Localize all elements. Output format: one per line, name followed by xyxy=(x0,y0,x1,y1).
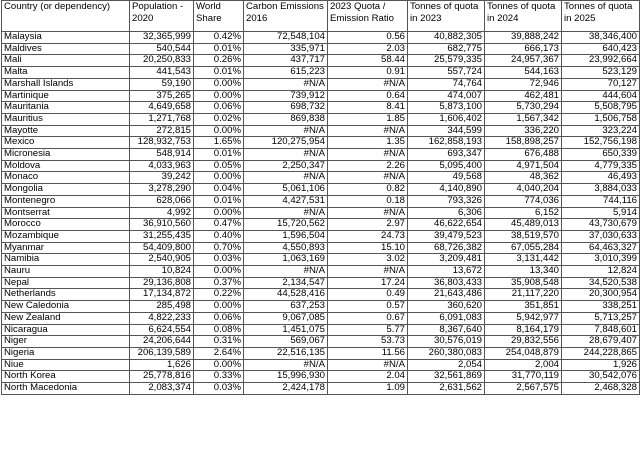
col-header-quota-2023[interactable]: Tonnes of quota in 2023 xyxy=(408,1,485,32)
cell-population[interactable]: 31,255,435 xyxy=(130,230,194,242)
cell-quota-2023[interactable]: 3,209,481 xyxy=(408,254,485,266)
col-header-population[interactable]: Population - 2020 xyxy=(130,1,194,32)
cell-quota-2024[interactable]: 462,481 xyxy=(485,90,562,102)
cell-quota-2024[interactable]: 6,152 xyxy=(485,207,562,219)
cell-quota-ratio[interactable]: #N/A xyxy=(328,359,408,371)
cell-world-share[interactable]: 0.01% xyxy=(194,149,244,161)
cell-carbon-emissions[interactable]: 4,550,893 xyxy=(244,242,328,254)
cell-population[interactable]: 54,409,800 xyxy=(130,242,194,254)
cell-country[interactable]: Malaysia xyxy=(2,32,130,44)
cell-quota-2023[interactable]: 360,620 xyxy=(408,301,485,313)
table-row xyxy=(2,207,640,219)
cell-quota-2025[interactable]: 46,493 xyxy=(562,172,640,184)
cell-population[interactable]: 4,992 xyxy=(130,207,194,219)
cell-quota-ratio[interactable]: 24.73 xyxy=(328,230,408,242)
cell-quota-2023[interactable]: 793,326 xyxy=(408,195,485,207)
cell-quota-2025[interactable]: 244,228,865 xyxy=(562,347,640,359)
cell-world-share[interactable]: 0.01% xyxy=(194,43,244,55)
cell-quota-2023[interactable]: 21,643,486 xyxy=(408,289,485,301)
cell-carbon-emissions[interactable]: 2,250,347 xyxy=(244,160,328,172)
table-row xyxy=(2,125,640,137)
cell-quota-2023[interactable]: 1,606,402 xyxy=(408,113,485,125)
cell-country[interactable]: Mongolia xyxy=(2,184,130,196)
cell-country[interactable]: Nepal xyxy=(2,277,130,289)
cell-quota-2023[interactable]: 40,882,305 xyxy=(408,32,485,44)
cell-carbon-emissions[interactable]: 739,912 xyxy=(244,90,328,102)
col-header-carbon-emissions[interactable]: Carbon Emissions 2016 xyxy=(244,1,328,32)
cell-world-share[interactable]: 0.00% xyxy=(194,207,244,219)
cell-world-share[interactable]: 0.02% xyxy=(194,113,244,125)
cell-quota-2025[interactable]: 1,926 xyxy=(562,359,640,371)
cell-quota-ratio[interactable]: 2.03 xyxy=(328,43,408,55)
cell-country[interactable]: Nauru xyxy=(2,266,130,278)
cell-quota-2025[interactable]: 12,824 xyxy=(562,266,640,278)
cell-quota-ratio[interactable]: 0.49 xyxy=(328,289,408,301)
cell-country[interactable]: Namibia xyxy=(2,254,130,266)
cell-population[interactable]: 20,250,833 xyxy=(130,55,194,67)
cell-quota-2025[interactable]: 38,346,400 xyxy=(562,32,640,44)
cell-population[interactable]: 59,190 xyxy=(130,78,194,90)
cell-quota-2023[interactable]: 2,631,562 xyxy=(408,383,485,395)
cell-quota-2023[interactable]: 46,622,654 xyxy=(408,219,485,231)
cell-quota-2025[interactable]: 338,251 xyxy=(562,301,640,313)
cell-carbon-emissions[interactable]: 15,720,562 xyxy=(244,219,328,231)
cell-quota-2023[interactable]: 8,367,640 xyxy=(408,324,485,336)
cell-carbon-emissions[interactable]: 44,528,416 xyxy=(244,289,328,301)
cell-quota-ratio[interactable]: 0.67 xyxy=(328,312,408,324)
cell-carbon-emissions[interactable]: 72,548,104 xyxy=(244,32,328,44)
cell-quota-2025[interactable]: 20,300,954 xyxy=(562,289,640,301)
cell-quota-ratio[interactable]: 0.64 xyxy=(328,90,408,102)
cell-quota-ratio[interactable]: 0.82 xyxy=(328,184,408,196)
cell-carbon-emissions[interactable]: 2,134,547 xyxy=(244,277,328,289)
cell-population[interactable]: 24,206,644 xyxy=(130,336,194,348)
cell-world-share[interactable]: 0.33% xyxy=(194,371,244,383)
table-row xyxy=(2,160,640,172)
cell-quota-2025[interactable]: 23,992,664 xyxy=(562,55,640,67)
cell-quota-ratio[interactable]: 1.09 xyxy=(328,383,408,395)
cell-country[interactable]: Montenegro xyxy=(2,195,130,207)
cell-world-share[interactable]: 0.01% xyxy=(194,67,244,79)
cell-world-share[interactable]: 0.00% xyxy=(194,359,244,371)
cell-world-share[interactable]: 0.31% xyxy=(194,336,244,348)
cell-carbon-emissions[interactable]: 1,063,169 xyxy=(244,254,328,266)
cell-population[interactable]: 2,540,905 xyxy=(130,254,194,266)
cell-world-share[interactable]: 0.03% xyxy=(194,383,244,395)
cell-quota-ratio[interactable]: 0.91 xyxy=(328,67,408,79)
cell-quota-2024[interactable]: 5,942,977 xyxy=(485,312,562,324)
cell-quota-ratio[interactable]: 2.04 xyxy=(328,371,408,383)
cell-quota-2025[interactable]: 5,508,795 xyxy=(562,102,640,114)
cell-carbon-emissions[interactable]: #N/A xyxy=(244,149,328,161)
header-row xyxy=(2,1,640,32)
cell-quota-2024[interactable]: 38,519,570 xyxy=(485,230,562,242)
cell-quota-2024[interactable]: 2,567,575 xyxy=(485,383,562,395)
cell-quota-2023[interactable]: 49,568 xyxy=(408,172,485,184)
cell-quota-ratio[interactable]: 0.18 xyxy=(328,195,408,207)
cell-population[interactable]: 375,265 xyxy=(130,90,194,102)
cell-quota-ratio[interactable]: 15.10 xyxy=(328,242,408,254)
cell-country[interactable]: Netherlands xyxy=(2,289,130,301)
cell-quota-2024[interactable]: 2,004 xyxy=(485,359,562,371)
cell-quota-2025[interactable]: 5,713,257 xyxy=(562,312,640,324)
cell-population[interactable]: 29,136,808 xyxy=(130,277,194,289)
cell-carbon-emissions[interactable]: #N/A xyxy=(244,78,328,90)
cell-quota-ratio[interactable]: 2.26 xyxy=(328,160,408,172)
table-row xyxy=(2,172,640,184)
cell-population[interactable]: 25,778,816 xyxy=(130,371,194,383)
cell-population[interactable]: 32,365,999 xyxy=(130,32,194,44)
cell-population[interactable]: 10,824 xyxy=(130,266,194,278)
table-row xyxy=(2,301,640,313)
cell-quota-2024[interactable]: 13,340 xyxy=(485,266,562,278)
table-row xyxy=(2,230,640,242)
table-row xyxy=(2,195,640,207)
cell-country[interactable]: Marshall Islands xyxy=(2,78,130,90)
cell-quota-ratio[interactable]: 2.97 xyxy=(328,219,408,231)
cell-population[interactable]: 206,139,589 xyxy=(130,347,194,359)
cell-quota-2025[interactable]: 3,884,033 xyxy=(562,184,640,196)
cell-quota-2024[interactable]: 676,488 xyxy=(485,149,562,161)
table-row xyxy=(2,90,640,102)
cell-carbon-emissions[interactable]: #N/A xyxy=(244,359,328,371)
cell-quota-2025[interactable]: 1,506,758 xyxy=(562,113,640,125)
cell-population[interactable]: 3,278,290 xyxy=(130,184,194,196)
table-row xyxy=(2,219,640,231)
cell-quota-2025[interactable]: 30,542,076 xyxy=(562,371,640,383)
cell-carbon-emissions[interactable]: 1,596,504 xyxy=(244,230,328,242)
table-row xyxy=(2,312,640,324)
cell-quota-2024[interactable]: 31,770,119 xyxy=(485,371,562,383)
cell-quota-ratio[interactable]: 1.35 xyxy=(328,137,408,149)
cell-country[interactable]: Mauritania xyxy=(2,102,130,114)
cell-country[interactable]: New Zealand xyxy=(2,312,130,324)
cell-country[interactable]: Montserrat xyxy=(2,207,130,219)
cell-country[interactable]: North Korea xyxy=(2,371,130,383)
cell-quota-2023[interactable]: 344,599 xyxy=(408,125,485,137)
cell-quota-ratio[interactable]: 0.57 xyxy=(328,301,408,313)
table-row xyxy=(2,277,640,289)
table-row xyxy=(2,67,640,79)
cell-quota-ratio[interactable]: #N/A xyxy=(328,207,408,219)
cell-country[interactable]: Monaco xyxy=(2,172,130,184)
cell-quota-ratio[interactable]: 11.56 xyxy=(328,347,408,359)
cell-carbon-emissions[interactable]: 22,516,135 xyxy=(244,347,328,359)
cell-country[interactable]: Martinique xyxy=(2,90,130,102)
cell-quota-2024[interactable]: 67,055,284 xyxy=(485,242,562,254)
cell-world-share[interactable]: 0.00% xyxy=(194,78,244,90)
cell-quota-2024[interactable]: 5,730,294 xyxy=(485,102,562,114)
cell-quota-2025[interactable]: 28,679,407 xyxy=(562,336,640,348)
cell-population[interactable]: 540,544 xyxy=(130,43,194,55)
cell-quota-2023[interactable]: 6,091,083 xyxy=(408,312,485,324)
cell-world-share[interactable]: 0.01% xyxy=(194,195,244,207)
cell-quota-2023[interactable]: 682,775 xyxy=(408,43,485,55)
cell-quota-2024[interactable]: 35,908,548 xyxy=(485,277,562,289)
cell-quota-2023[interactable]: 30,576,019 xyxy=(408,336,485,348)
cell-carbon-emissions[interactable]: 5,061,106 xyxy=(244,184,328,196)
cell-quota-ratio[interactable]: #N/A xyxy=(328,125,408,137)
cell-world-share[interactable]: 0.00% xyxy=(194,125,244,137)
cell-carbon-emissions[interactable]: 569,067 xyxy=(244,336,328,348)
cell-world-share[interactable]: 0.06% xyxy=(194,102,244,114)
cell-quota-2024[interactable]: 774,036 xyxy=(485,195,562,207)
table-row xyxy=(2,371,640,383)
table-row xyxy=(2,359,640,371)
cell-population[interactable]: 128,932,753 xyxy=(130,137,194,149)
cell-world-share[interactable]: 0.40% xyxy=(194,230,244,242)
cell-carbon-emissions[interactable]: #N/A xyxy=(244,207,328,219)
table-row xyxy=(2,336,640,348)
col-header-quota-2025[interactable]: Tonnes of quota in 2025 xyxy=(562,1,640,32)
cell-world-share[interactable]: 0.08% xyxy=(194,324,244,336)
cell-country[interactable]: Moldova xyxy=(2,160,130,172)
col-header-world-share[interactable]: World Share xyxy=(194,1,244,32)
cell-population[interactable]: 17,134,872 xyxy=(130,289,194,301)
cell-quota-2025[interactable]: 744,116 xyxy=(562,195,640,207)
cell-quota-2025[interactable]: 70,127 xyxy=(562,78,640,90)
cell-quota-2024[interactable]: 21,117,220 xyxy=(485,289,562,301)
cell-quota-2023[interactable]: 5,095,400 xyxy=(408,160,485,172)
cell-world-share[interactable]: 1.65% xyxy=(194,137,244,149)
quota-table xyxy=(1,0,640,395)
cell-quota-2025[interactable]: 34,520,538 xyxy=(562,277,640,289)
cell-quota-2024[interactable]: 336,220 xyxy=(485,125,562,137)
cell-world-share[interactable]: 0.00% xyxy=(194,266,244,278)
cell-quota-2024[interactable]: 8,164,179 xyxy=(485,324,562,336)
table-row xyxy=(2,43,640,55)
cell-quota-ratio[interactable]: 0.56 xyxy=(328,32,408,44)
cell-quota-2025[interactable]: 43,730,679 xyxy=(562,219,640,231)
cell-country[interactable]: Myanmar xyxy=(2,242,130,254)
cell-quota-2025[interactable]: 5,914 xyxy=(562,207,640,219)
cell-world-share[interactable]: 0.70% xyxy=(194,242,244,254)
cell-population[interactable]: 1,271,768 xyxy=(130,113,194,125)
cell-quota-2024[interactable]: 351,851 xyxy=(485,301,562,313)
cell-population[interactable]: 1,626 xyxy=(130,359,194,371)
cell-population[interactable]: 272,815 xyxy=(130,125,194,137)
col-header-quota-2024[interactable]: Tonnes of quota in 2024 xyxy=(485,1,562,32)
cell-quota-2025[interactable]: 3,010,399 xyxy=(562,254,640,266)
cell-world-share[interactable]: 0.26% xyxy=(194,55,244,67)
col-header-country[interactable]: Country (or dependency) xyxy=(2,1,130,32)
cell-quota-ratio[interactable]: #N/A xyxy=(328,172,408,184)
cell-world-share[interactable]: 0.06% xyxy=(194,312,244,324)
cell-carbon-emissions[interactable]: 335,971 xyxy=(244,43,328,55)
cell-country[interactable]: Malta xyxy=(2,67,130,79)
cell-country[interactable]: Nigeria xyxy=(2,347,130,359)
cell-world-share[interactable]: 0.42% xyxy=(194,32,244,44)
table-row xyxy=(2,184,640,196)
cell-quota-ratio[interactable]: 53.73 xyxy=(328,336,408,348)
table-row xyxy=(2,32,640,44)
cell-country[interactable]: Micronesia xyxy=(2,149,130,161)
cell-quota-2025[interactable]: 4,779,335 xyxy=(562,160,640,172)
table-row xyxy=(2,266,640,278)
cell-quota-2023[interactable]: 557,724 xyxy=(408,67,485,79)
cell-quota-ratio[interactable]: 58.44 xyxy=(328,55,408,67)
cell-country[interactable]: Niger xyxy=(2,336,130,348)
cell-quota-2024[interactable]: 29,832,556 xyxy=(485,336,562,348)
cell-quota-2024[interactable]: 45,489,013 xyxy=(485,219,562,231)
table-row xyxy=(2,55,640,67)
table-row xyxy=(2,289,640,301)
cell-population[interactable]: 548,914 xyxy=(130,149,194,161)
cell-quota-2023[interactable]: 25,579,335 xyxy=(408,55,485,67)
cell-quota-2023[interactable]: 474,007 xyxy=(408,90,485,102)
cell-quota-2023[interactable]: 39,479,523 xyxy=(408,230,485,242)
cell-quota-2023[interactable]: 68,726,382 xyxy=(408,242,485,254)
cell-country[interactable]: Niue xyxy=(2,359,130,371)
table-body xyxy=(2,32,640,395)
cell-country[interactable]: Mali xyxy=(2,55,130,67)
cell-carbon-emissions[interactable]: 698,732 xyxy=(244,102,328,114)
table-row xyxy=(2,347,640,359)
cell-quota-2024[interactable]: 544,163 xyxy=(485,67,562,79)
cell-quota-ratio[interactable]: 8.41 xyxy=(328,102,408,114)
cell-quota-2023[interactable]: 5,873,100 xyxy=(408,102,485,114)
cell-carbon-emissions[interactable]: #N/A xyxy=(244,172,328,184)
cell-country[interactable]: Mexico xyxy=(2,137,130,149)
cell-quota-2024[interactable]: 158,898,257 xyxy=(485,137,562,149)
cell-quota-2025[interactable]: 2,468,328 xyxy=(562,383,640,395)
cell-world-share[interactable]: 0.00% xyxy=(194,301,244,313)
cell-carbon-emissions[interactable]: 2,424,178 xyxy=(244,383,328,395)
table-row xyxy=(2,102,640,114)
cell-population[interactable]: 628,066 xyxy=(130,195,194,207)
cell-carbon-emissions[interactable]: 120,275,954 xyxy=(244,137,328,149)
cell-quota-2025[interactable]: 444,604 xyxy=(562,90,640,102)
cell-quota-2024[interactable]: 72,946 xyxy=(485,78,562,90)
cell-country[interactable]: New Caledonia xyxy=(2,301,130,313)
cell-population[interactable]: 6,624,554 xyxy=(130,324,194,336)
cell-quota-2023[interactable]: 32,561,869 xyxy=(408,371,485,383)
cell-quota-2023[interactable]: 162,858,193 xyxy=(408,137,485,149)
cell-carbon-emissions[interactable]: #N/A xyxy=(244,266,328,278)
cell-carbon-emissions[interactable]: 9,067,085 xyxy=(244,312,328,324)
cell-quota-ratio[interactable]: #N/A xyxy=(328,149,408,161)
table-row xyxy=(2,383,640,395)
cell-world-share[interactable]: 2.64% xyxy=(194,347,244,359)
cell-carbon-emissions[interactable]: 869,838 xyxy=(244,113,328,125)
cell-quota-2025[interactable]: 7,848,601 xyxy=(562,324,640,336)
cell-population[interactable]: 4,822,233 xyxy=(130,312,194,324)
table-row xyxy=(2,254,640,266)
cell-quota-2025[interactable]: 650,339 xyxy=(562,149,640,161)
cell-carbon-emissions[interactable]: #N/A xyxy=(244,125,328,137)
cell-quota-2024[interactable]: 254,048,879 xyxy=(485,347,562,359)
cell-world-share[interactable]: 0.22% xyxy=(194,289,244,301)
cell-country[interactable]: Mauritius xyxy=(2,113,130,125)
cell-world-share[interactable]: 0.00% xyxy=(194,172,244,184)
table-row xyxy=(2,324,640,336)
cell-quota-2023[interactable]: 260,380,083 xyxy=(408,347,485,359)
cell-quota-2023[interactable]: 2,054 xyxy=(408,359,485,371)
cell-quota-ratio[interactable]: #N/A xyxy=(328,266,408,278)
cell-quota-2025[interactable]: 152,756,198 xyxy=(562,137,640,149)
cell-carbon-emissions[interactable]: 437,717 xyxy=(244,55,328,67)
table-row xyxy=(2,137,640,149)
cell-quota-2023[interactable]: 6,306 xyxy=(408,207,485,219)
cell-population[interactable]: 4,033,963 xyxy=(130,160,194,172)
table-row xyxy=(2,242,640,254)
cell-world-share[interactable]: 0.37% xyxy=(194,277,244,289)
cell-quota-2025[interactable]: 37,030,633 xyxy=(562,230,640,242)
cell-quota-2024[interactable]: 4,040,204 xyxy=(485,184,562,196)
cell-country[interactable]: Mayotte xyxy=(2,125,130,137)
cell-quota-ratio[interactable]: 3.02 xyxy=(328,254,408,266)
cell-population[interactable]: 36,910,560 xyxy=(130,219,194,231)
cell-world-share[interactable]: 0.47% xyxy=(194,219,244,231)
cell-quota-2024[interactable]: 24,957,367 xyxy=(485,55,562,67)
cell-quota-2024[interactable]: 3,131,442 xyxy=(485,254,562,266)
cell-quota-2025[interactable]: 323,224 xyxy=(562,125,640,137)
table-row xyxy=(2,149,640,161)
cell-quota-ratio[interactable]: 5.77 xyxy=(328,324,408,336)
cell-quota-2023[interactable]: 693,347 xyxy=(408,149,485,161)
cell-population[interactable]: 285,498 xyxy=(130,301,194,313)
cell-quota-2025[interactable]: 64,463,327 xyxy=(562,242,640,254)
cell-quota-2023[interactable]: 36,803,433 xyxy=(408,277,485,289)
cell-carbon-emissions[interactable]: 15,996,930 xyxy=(244,371,328,383)
cell-carbon-emissions[interactable]: 615,223 xyxy=(244,67,328,79)
cell-world-share[interactable]: 0.03% xyxy=(194,254,244,266)
cell-quota-ratio[interactable]: 1.85 xyxy=(328,113,408,125)
cell-population[interactable]: 441,543 xyxy=(130,67,194,79)
cell-quota-2023[interactable]: 4,140,890 xyxy=(408,184,485,196)
cell-quota-2024[interactable]: 4,971,504 xyxy=(485,160,562,172)
cell-population[interactable]: 39,242 xyxy=(130,172,194,184)
cell-population[interactable]: 2,083,374 xyxy=(130,383,194,395)
cell-world-share[interactable]: 0.00% xyxy=(194,90,244,102)
table-row xyxy=(2,113,640,125)
cell-quota-ratio[interactable]: #N/A xyxy=(328,78,408,90)
cell-country[interactable]: Maldives xyxy=(2,43,130,55)
cell-world-share[interactable]: 0.04% xyxy=(194,184,244,196)
cell-quota-2024[interactable]: 39,888,242 xyxy=(485,32,562,44)
cell-population[interactable]: 4,649,658 xyxy=(130,102,194,114)
cell-carbon-emissions[interactable]: 4,427,531 xyxy=(244,195,328,207)
cell-world-share[interactable]: 0.05% xyxy=(194,160,244,172)
cell-carbon-emissions[interactable]: 1,451,075 xyxy=(244,324,328,336)
cell-quota-2024[interactable]: 666,173 xyxy=(485,43,562,55)
cell-quota-2025[interactable]: 640,423 xyxy=(562,43,640,55)
cell-quota-2024[interactable]: 1,567,342 xyxy=(485,113,562,125)
cell-country[interactable]: Mozambique xyxy=(2,230,130,242)
cell-quota-2025[interactable]: 523,129 xyxy=(562,67,640,79)
cell-country[interactable]: Nicaragua xyxy=(2,324,130,336)
cell-country[interactable]: North Macedonia xyxy=(2,383,130,395)
cell-quota-2023[interactable]: 13,672 xyxy=(408,266,485,278)
cell-carbon-emissions[interactable]: 637,253 xyxy=(244,301,328,313)
cell-quota-2023[interactable]: 74,764 xyxy=(408,78,485,90)
cell-country[interactable]: Morocco xyxy=(2,219,130,231)
col-header-quota-ratio[interactable]: 2023 Quota / Emission Ratio xyxy=(328,1,408,32)
cell-quota-ratio[interactable]: 17.24 xyxy=(328,277,408,289)
cell-quota-2024[interactable]: 48,362 xyxy=(485,172,562,184)
table-row xyxy=(2,78,640,90)
